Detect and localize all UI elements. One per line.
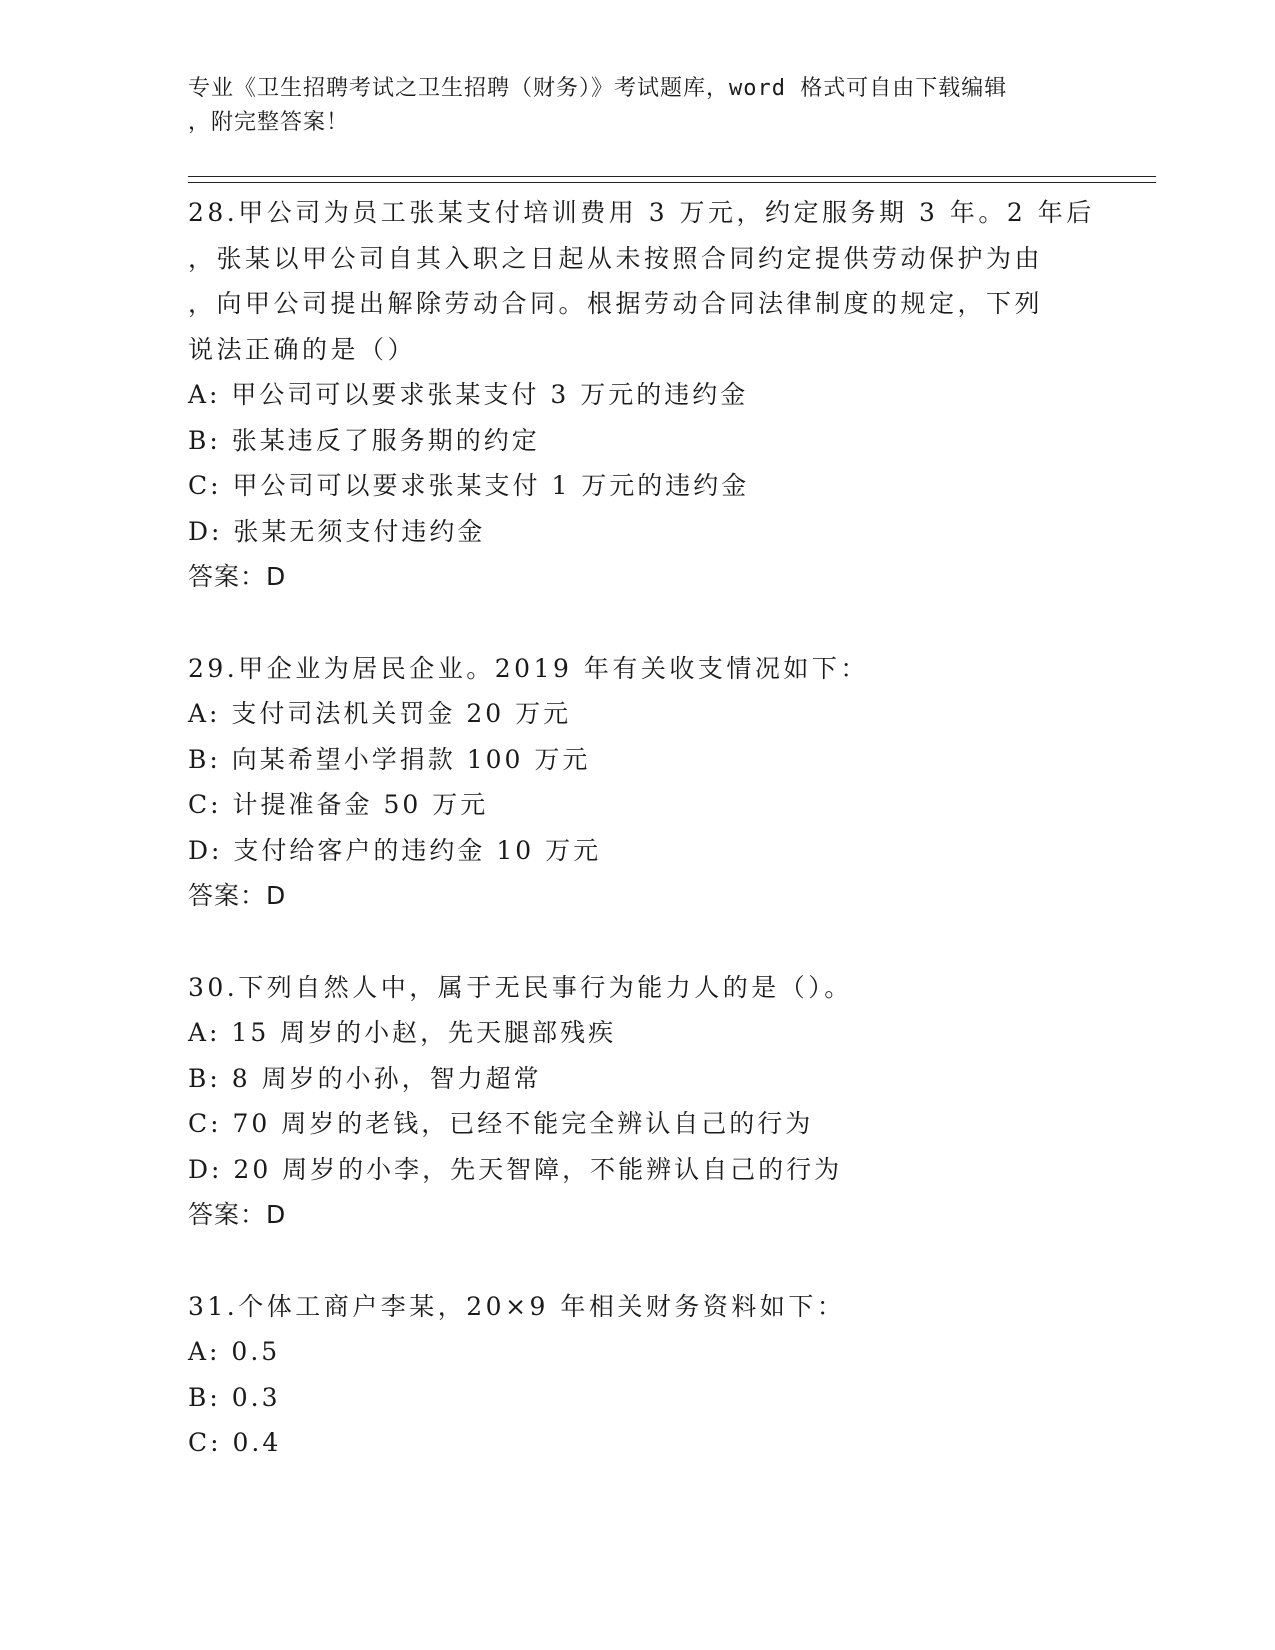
question-list: [188, 190, 1095, 1466]
question-stem: [188, 1284, 1088, 1330]
question-30: [188, 965, 1088, 1238]
question-29: [188, 646, 1088, 919]
answer-line: 答案：D: [188, 881, 287, 910]
option-b: B: 0.3: [188, 1382, 281, 1412]
document-header: [188, 72, 1068, 140]
stem-line: 28.甲公司为员工张某支付培训费用 3 万元，约定服务期 3 年。2 年后: [188, 198, 1095, 227]
header-title-line-1: 专业《卫生招聘考试之卫生招聘（财务）》考试题库，word 格式可自由下载编辑: [188, 76, 1008, 101]
stem-line: 31.个体工商户李某，20×9 年相关财务资料如下：: [188, 1291, 846, 1321]
option-d: D: 20 周岁的小李，先天智障，不能辨认自己的行为: [188, 1154, 843, 1184]
option-b: B: 8 周岁的小孙，智力超常: [188, 1063, 542, 1093]
stem-line: 说法正确的是（）: [188, 334, 417, 364]
option-a: A: 甲公司可以要求张某支付 3 万元的违约金: [188, 380, 749, 409]
question-spacer: [188, 1238, 1088, 1284]
option-c: C: 0.4: [188, 1428, 282, 1457]
option-c: C: 甲公司可以要求张某支付 1 万元的违约金: [188, 471, 750, 500]
question-stem: [188, 190, 1095, 372]
option-a: A: 0.5: [188, 1337, 281, 1366]
option-d: D: 张某无须支付违约金: [188, 516, 486, 546]
option-a: A: 支付司法机关罚金 20 万元: [188, 699, 572, 728]
question-28: [188, 190, 1095, 600]
option-d: D: 支付给客户的违约金 10 万元: [188, 835, 602, 865]
stem-line: 30.下列自然人中，属于无民事行为能力人的是（）。: [188, 972, 853, 1002]
answer-line: 答案：D: [188, 1200, 287, 1229]
question-spacer: [188, 919, 1088, 965]
answer-line: 答案：D: [188, 562, 287, 591]
question-31: [188, 1284, 1088, 1466]
header-divider-bottom: [188, 182, 1156, 183]
option-c: C: 70 周岁的老钱，已经不能完全辨认自己的行为: [188, 1109, 814, 1138]
stem-line: ，向甲公司提出解除劳动合同。根据劳动合同法律制度的规定，下列: [188, 289, 1044, 318]
stem-line: 29.甲企业为居民企业。2019 年有关收支情况如下：: [188, 653, 869, 683]
option-b: B: 向某希望小学捐款 100 万元: [188, 744, 591, 774]
header-divider-top: [188, 176, 1156, 177]
option-c: C: 计提准备金 50 万元: [188, 790, 489, 819]
question-stem: [188, 965, 1088, 1011]
question-stem: [188, 646, 1088, 692]
header-title-line-2: ，附完整答案！: [188, 110, 350, 135]
question-spacer: [188, 600, 1088, 646]
stem-line: ，张某以甲公司自其入职之日起从未按照合同约定提供劳动保护为由: [188, 243, 1044, 273]
option-b: B: 张某违反了服务期的约定: [188, 425, 540, 455]
option-a: A: 15 周岁的小赵，先天腿部残疾: [188, 1018, 617, 1047]
